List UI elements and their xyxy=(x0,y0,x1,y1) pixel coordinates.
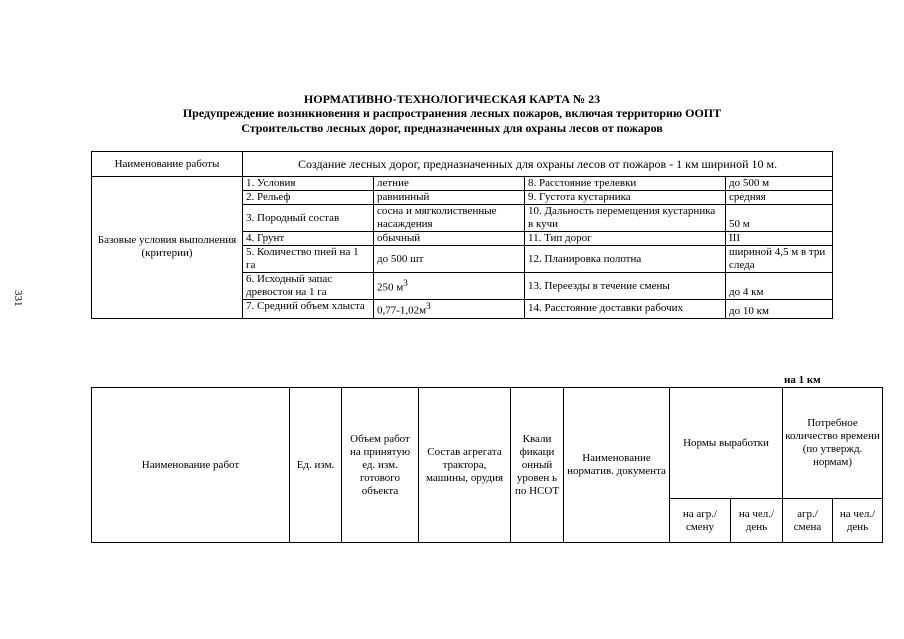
condition-name: 7. Средний объем хлыста xyxy=(243,300,374,319)
condition-name: 8. Расстояние трелевки xyxy=(525,177,726,191)
condition-name: 2. Рельеф xyxy=(243,191,374,205)
col-aggregate: Состав агрегата трактора, машины, орудия xyxy=(419,388,511,543)
condition-value: до 4 км xyxy=(726,273,833,300)
condition-name: 11. Тип дорог xyxy=(525,232,726,246)
condition-value: летние xyxy=(374,177,525,191)
condition-name: 13. Переезды в течение смены xyxy=(525,273,726,300)
condition-name: 14. Расстояние доставки рабочих xyxy=(525,300,726,319)
condition-value: обычный xyxy=(374,232,525,246)
condition-value: до 500 шт xyxy=(374,246,525,273)
condition-name: 9. Густота кустарника xyxy=(525,191,726,205)
superscript: 3 xyxy=(403,278,408,289)
condition-name: 4. Грунт xyxy=(243,232,374,246)
condition-value: до 10 км xyxy=(726,300,833,319)
base-conditions-label: Базовые условия выполнения (критерии) xyxy=(92,177,243,319)
col-agg-shift: на агр./ смену xyxy=(670,499,731,543)
condition-name: 3. Породный состав xyxy=(243,205,374,232)
condition-value: III xyxy=(726,232,833,246)
condition-value xyxy=(374,273,525,300)
condition-value: шириной 4,5 м в три следа xyxy=(726,246,833,273)
condition-value: 50 м xyxy=(726,205,833,232)
col-time-required: Потребное количество времени (по утвержд. нормам) xyxy=(783,388,883,499)
work-name-value: Создание лесных дорог, предназначенных для охраны лесов от пожаров - 1 км шириной 10 м. xyxy=(243,152,833,177)
card-subtitle: Предупреждение возникновения и распространения лесных пожаров, включая территорию ООПТ xyxy=(182,106,722,120)
col-document: Наименование норматив. документа xyxy=(564,388,670,543)
condition-name: 12. Планировка полотна xyxy=(525,246,726,273)
condition-value-text: 0,77-1,02м xyxy=(377,304,427,317)
condition-name: 10. Дальность перемещения кустарника в кучи xyxy=(525,205,726,232)
superscript: 3 xyxy=(426,301,431,311)
col-volume: Объем работ на принятую ед. изм. готового объекта xyxy=(342,388,419,543)
condition-value: средняя xyxy=(726,191,833,205)
card-title: НОРМАТИВНО-ТЕХНОЛОГИЧЕСКАЯ КАРТА № 23 xyxy=(303,92,601,106)
condition-name: 6. Исходный запас древостоя на 1 га xyxy=(243,273,374,300)
col-unit: Ед. изм. xyxy=(290,388,342,543)
condition-value: равнинный xyxy=(374,191,525,205)
per-unit-label: на 1 км xyxy=(784,374,821,386)
work-name-row xyxy=(92,152,833,177)
condition-name: 1. Условия xyxy=(243,177,374,191)
condition-value: до 500 м xyxy=(726,177,833,191)
col-worker-day: на чел./ день xyxy=(731,499,783,543)
norms-table xyxy=(91,387,883,543)
condition-name: 5. Количество пней на 1 га xyxy=(243,246,374,273)
condition-row xyxy=(92,177,833,191)
norms-header-row xyxy=(92,388,883,499)
condition-value xyxy=(374,300,525,319)
col-qualification: Квали фикаци онный уровен ь по НСОТ xyxy=(511,388,564,543)
conditions-table xyxy=(91,151,833,319)
col-worker-day-time: на чел./ день xyxy=(833,499,883,543)
work-name-label: Наименование работы xyxy=(92,152,243,177)
page-number: 331 xyxy=(12,290,24,307)
col-output-norms: Нормы выработки xyxy=(670,388,783,499)
col-work-name: Наименование работ xyxy=(92,388,290,543)
condition-value: сосна и мягколиственные насаждения xyxy=(374,205,525,232)
card-work-title: Строительство лесных дорог, предназначенных для охраны лесов от пожаров xyxy=(241,121,663,135)
condition-value-text: 250 м xyxy=(377,281,404,294)
col-agg-shift-time: агр./ смена xyxy=(783,499,833,543)
